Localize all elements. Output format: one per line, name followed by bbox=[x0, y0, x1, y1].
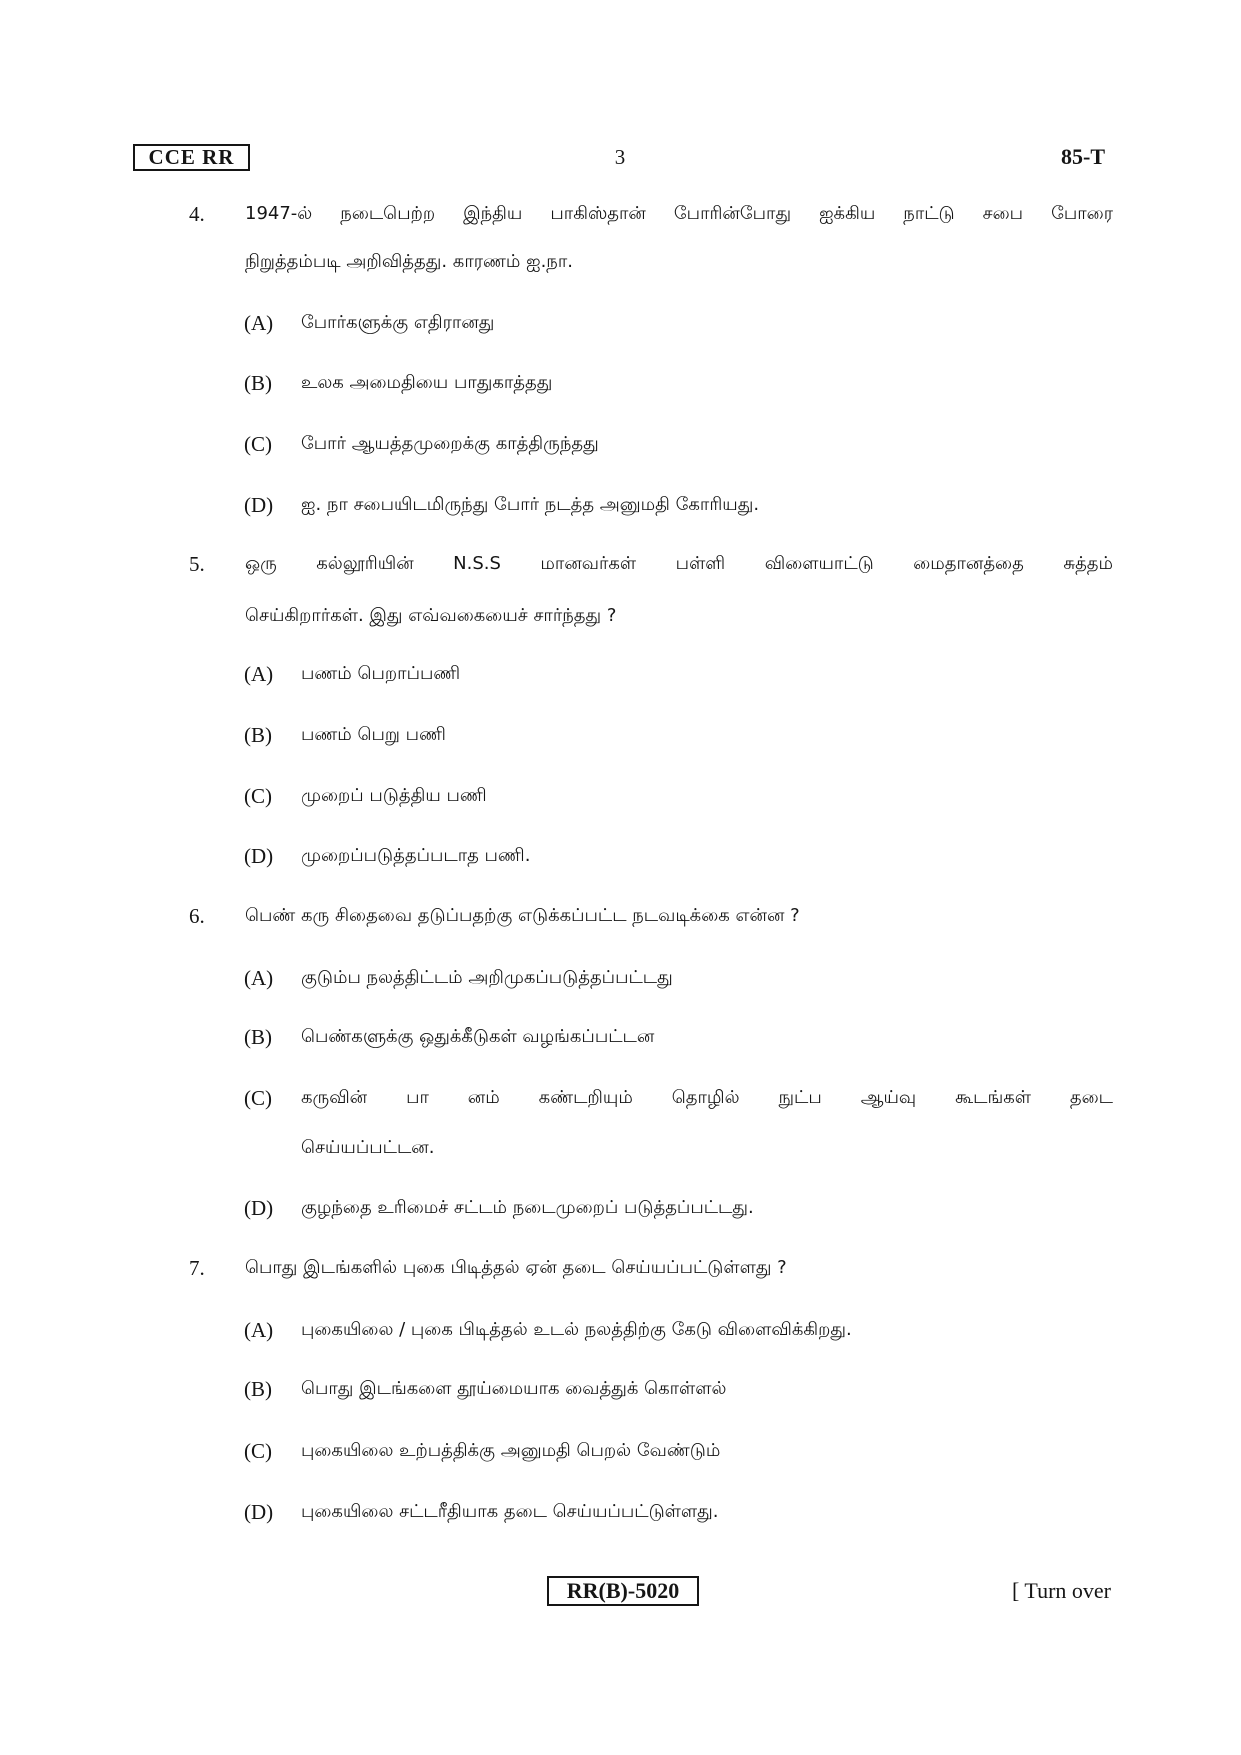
option-label: (B) bbox=[244, 723, 272, 747]
option-text: புகையிலை உற்பத்திக்கு அனுமதி பெறல் வேண்டும் bbox=[301, 1440, 721, 1461]
paper-code: 85-T bbox=[1061, 144, 1105, 169]
turn-over-note: [ Turn over bbox=[1011, 1578, 1111, 1603]
option-text: கருவின் பா னம் கண்டறியும் தொழில் நுட்ப ஆய்வு கூடங்கள் தடை bbox=[301, 1087, 1113, 1108]
question-text: 1947-ல் நடைபெற்ற இந்திய பாகிஸ்தான் போரின்போது ஐக்கிய நாட்டு சபை போரை bbox=[245, 203, 1113, 224]
option-text: பொது இடங்களை தூய்மையாக வைத்துக் கொள்ளல் bbox=[301, 1378, 727, 1399]
question-number: 7. bbox=[189, 1256, 205, 1280]
option-label: (A) bbox=[244, 662, 274, 686]
option-text: குழந்தை உரிமைச் சட்டம் நடைமுறைப் படுத்தப்பட்டது. bbox=[301, 1197, 754, 1218]
option-label: (A) bbox=[244, 1318, 274, 1342]
page-number: 3 bbox=[614, 145, 626, 169]
option-text: செய்யப்பட்டன. bbox=[301, 1137, 435, 1158]
header-code-box: CCE RR bbox=[133, 144, 250, 171]
option-label: (C) bbox=[244, 784, 272, 808]
option-label: (C) bbox=[244, 1439, 272, 1463]
option-text: புகையிலை சட்டரீதியாக தடை செய்யப்பட்டுள்ளது. bbox=[301, 1501, 719, 1522]
option-text: குடும்ப நலத்திட்டம் அறிமுகப்படுத்தப்பட்டது bbox=[301, 967, 673, 988]
option-label: (D) bbox=[244, 844, 274, 868]
option-text: போர்களுக்கு எதிரானது bbox=[301, 312, 495, 333]
question-text: பொது இடங்களில் புகை பிடித்தல் ஏன் தடை செய்யப்பட்டுள்ளது ? bbox=[245, 1257, 787, 1278]
option-label: (C) bbox=[244, 432, 272, 456]
question-number: 4. bbox=[189, 202, 205, 226]
question-text: நிறுத்தம்படி அறிவித்தது. காரணம் ஐ.நா. bbox=[245, 251, 573, 272]
option-text: ஐ. நா சபையிடமிருந்து போர் நடத்த அனுமதி கோரியது. bbox=[301, 494, 760, 515]
option-text: முறைப் படுத்திய பணி bbox=[301, 785, 487, 806]
option-text: பெண்களுக்கு ஒதுக்கீடுகள் வழங்கப்பட்டன bbox=[301, 1026, 655, 1047]
option-label: (D) bbox=[244, 493, 274, 517]
option-label: (D) bbox=[244, 1196, 274, 1220]
option-text: பணம் பெறு பணி bbox=[301, 724, 446, 745]
option-label: (B) bbox=[244, 1377, 272, 1401]
option-text: புகையிலை / புகை பிடித்தல் உடல் நலத்திற்கு கேடு விளைவிக்கிறது. bbox=[301, 1319, 852, 1340]
option-label: (C) bbox=[244, 1086, 272, 1110]
option-label: (B) bbox=[244, 371, 272, 395]
option-label: (B) bbox=[244, 1025, 272, 1049]
option-label: (A) bbox=[244, 966, 274, 990]
question-text: செய்கிறார்கள். இது எவ்வகையைச் சார்ந்தது ? bbox=[245, 605, 617, 626]
option-text: உலக அமைதியை பாதுகாத்தது bbox=[301, 372, 553, 393]
question-number: 6. bbox=[189, 904, 205, 928]
option-text: பணம் பெறாப்பணி bbox=[301, 663, 461, 684]
option-label: (A) bbox=[244, 311, 274, 335]
question-number: 5. bbox=[189, 552, 205, 576]
option-text: போர் ஆயத்தமுறைக்கு காத்திருந்தது bbox=[301, 433, 599, 454]
option-label: (D) bbox=[244, 1500, 274, 1524]
footer-code-box: RR(B)-5020 bbox=[547, 1576, 699, 1606]
option-text: முறைப்படுத்தப்படாத பணி. bbox=[301, 845, 531, 866]
question-text: ஒரு கல்லூரியின் N.S.S மானவர்கள் பள்ளி விளையாட்டு மைதானத்தை சுத்தம் bbox=[245, 553, 1113, 574]
question-text: பெண் கரு சிதைவை தடுப்பதற்கு எடுக்கப்பட்ட நடவடிக்கை என்ன ? bbox=[245, 905, 800, 926]
